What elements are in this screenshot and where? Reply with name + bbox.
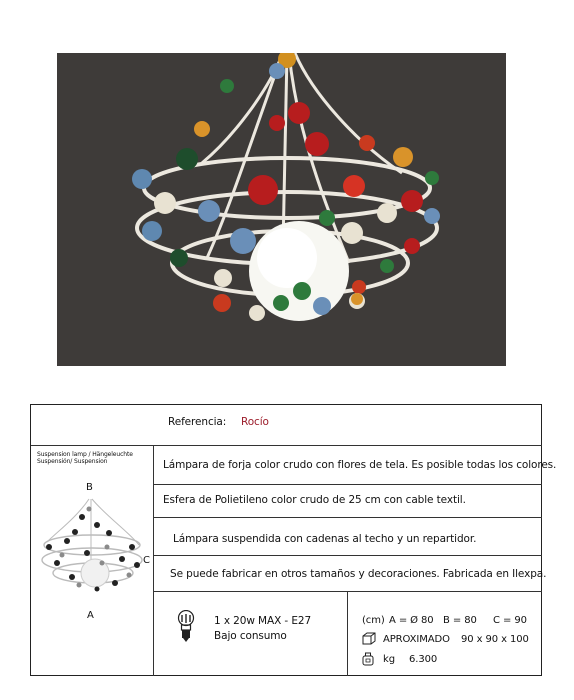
divider (153, 517, 542, 518)
weight-value: 6.300 (409, 654, 438, 665)
description-line: Lámpara suspendida con cadenas al techo y un repartidor. (173, 533, 477, 545)
reference-label: Referencia: (168, 416, 227, 428)
marker-b: B (86, 482, 93, 493)
description-line: Lámpara de forja color crudo con flores de tela. Es posible todas los colores. (163, 459, 557, 471)
bulb-type: Bajo consumo (214, 630, 287, 642)
product-type-label: Suspension lamp / Hängeleuchte Suspensión/ Suspension (37, 451, 133, 465)
bulb-icon (176, 610, 196, 644)
spec-sheet (30, 404, 557, 676)
dimension-unit: (cm) (362, 615, 385, 626)
marker-c: C (143, 555, 150, 566)
dimension-b: B = 80 (443, 615, 477, 626)
marker-a: A (87, 610, 94, 621)
box-value: 90 x 90 x 100 (461, 634, 529, 645)
weight-icon (362, 652, 374, 666)
divider (153, 484, 542, 485)
dimension-a: A = Ø 80 (389, 615, 434, 626)
product-photo (57, 53, 506, 366)
divider (31, 445, 542, 446)
dimension-c: C = 90 (493, 615, 527, 626)
weight-unit: kg (383, 654, 395, 665)
box-label: APROXIMADO (383, 634, 450, 645)
divider (347, 591, 348, 676)
lamp-illustration (57, 53, 506, 366)
description-line: Se puede fabricar en otros tamaños y decoraciones. Fabricada en Ilexpa. (170, 568, 547, 580)
divider (153, 555, 542, 556)
box-icon (362, 632, 376, 645)
divider (153, 445, 154, 676)
lamp-diagram-icon (37, 497, 147, 592)
bulb-power: 1 x 20w MAX - E27 (214, 615, 312, 627)
description-line: Esfera de Polietileno color crudo de 25 cm con cable textil. (163, 494, 466, 506)
reference-value: Rocío (241, 416, 269, 428)
